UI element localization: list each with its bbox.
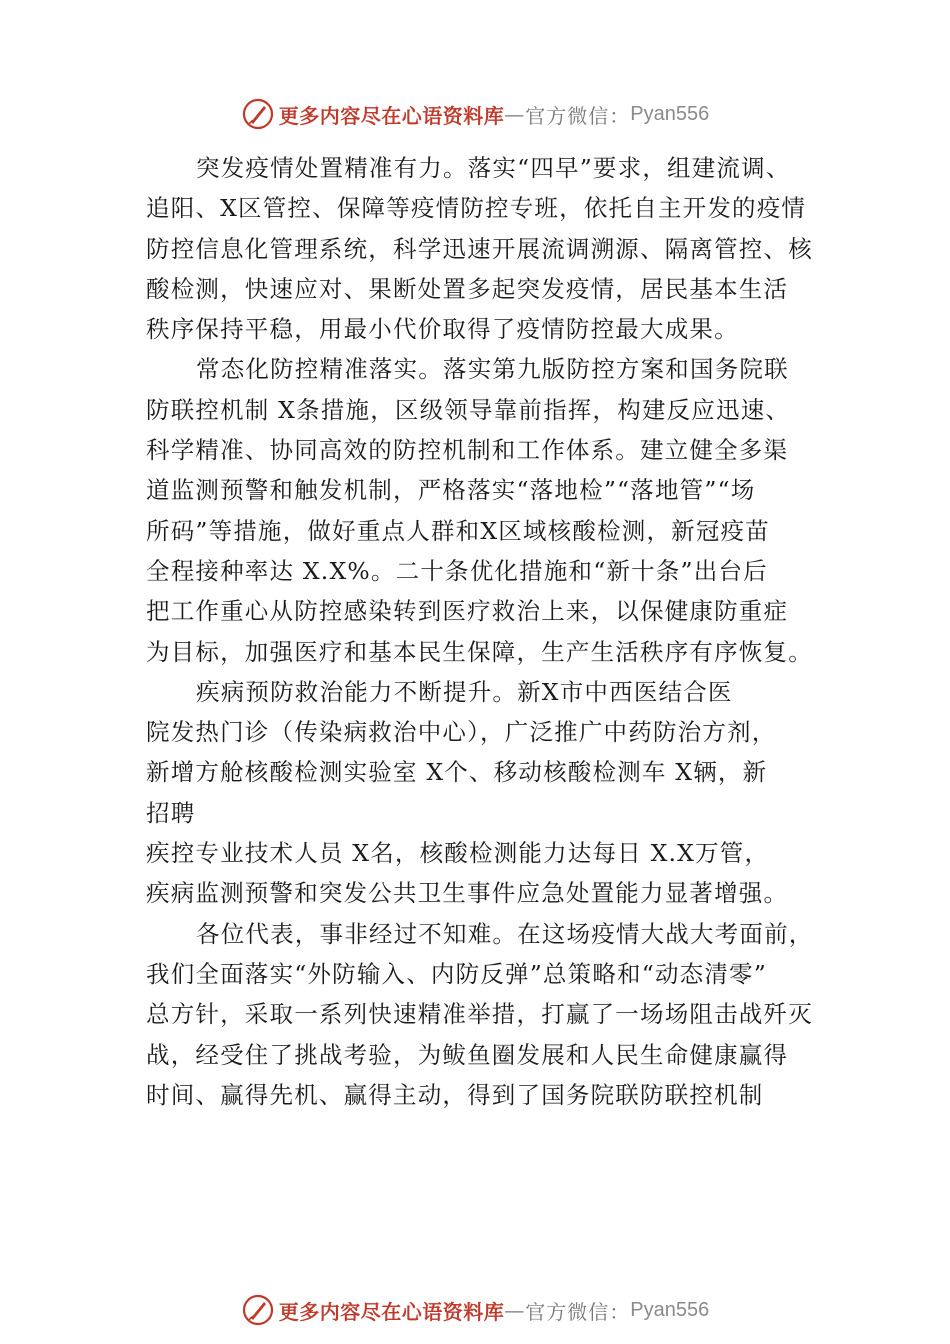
body-line: 疾病预防救治能力不断提升。新X市中西医结合医: [196, 677, 733, 706]
body-line: 疾病监测预警和突发公共卫生事件应急处置能力显著增强。: [146, 879, 789, 908]
body-line: 全程接种率达 X.X%。二十条优化措施和“新十条”出台后: [146, 556, 768, 585]
watermark-wechat-label: 官方微信：: [525, 103, 631, 128]
body-line: 突发疫情处置精准有力。落实“四早”要求，组建流调、: [196, 154, 791, 182]
watermark-brand: 更多内容尽在心语资料库: [278, 1299, 505, 1324]
watermark-brand: 更多内容尽在心语资料库: [278, 103, 505, 128]
body-line: 把工作重心从防控感染转到医疗救治上来，以保健康防重症: [146, 597, 789, 626]
body-line: 为目标，加强医疗和基本民生保障，生产生活秩序有序恢复。: [146, 637, 813, 666]
body-line: 防控信息化管理系统，科学迅速开展流调溯源、隔离管控、核: [146, 234, 813, 263]
watermark-wechat-label: 官方微信：: [525, 1299, 631, 1324]
body-line: 我们全面落实“外防输入、内防反弹”总策略和“动态清零”: [146, 959, 767, 988]
watermark-separator: —: [504, 102, 526, 126]
quill-seal-icon: [241, 97, 275, 131]
body-line: 秩序保持平稳，用最小代价取得了疫情防控最大成果。: [146, 315, 739, 344]
body-line: 时间、赢得先机、赢得主动，得到了国务院联防联控机制: [146, 1080, 764, 1109]
body-line: 道监测预警和触发机制，严格落实“落地检”“落地管”“场: [146, 476, 756, 505]
body-line: 酸检测，快速应对、果断处置多起突发疫情，居民基本生活: [146, 274, 789, 303]
body-line: 所码”等措施，做好重点人群和X区域核酸检测，新冠疫苗: [146, 516, 770, 545]
watermark-wechat-id: Pyan556: [630, 102, 710, 125]
watermark-separator: —: [504, 1298, 526, 1322]
body-line: 常态化防控精准落实。落实第九版防控方案和国务院联: [196, 355, 789, 384]
body-line: 院发热门诊（传染病救治中心），广泛推广中药防治方剂，: [146, 718, 777, 747]
watermark-header: [0, 94, 950, 134]
body-line: 疾控专业技术人员 X名，核酸检测能力达每日 X.X万管，: [146, 839, 770, 868]
body-line: 战，经受住了挑战考验，为鲅鱼圈发展和人民生命健康赢得: [146, 1040, 789, 1069]
watermark-wechat-id: Pyan556: [630, 1298, 710, 1321]
body-line: 总方针，采取一系列快速精准举措，打赢了一场场阻击战歼灭: [146, 1000, 813, 1029]
body-line: 各位代表，事非经过不知难。在这场疫情大战大考面前，: [196, 919, 814, 948]
quill-seal-icon: [241, 1293, 275, 1327]
body-line: 新增方舱核酸检测实验室 X个、移动核酸检测车 X辆，新: [146, 758, 768, 787]
watermark-footer: [0, 1290, 950, 1330]
body-line: 科学精准、协同高效的防控机制和工作体系。建立健全多渠: [146, 436, 789, 465]
document-body: [146, 148, 826, 1115]
body-line: 招聘: [146, 798, 196, 827]
body-line: 追阳、X区管控、保障等疫情防控专班，依托自主开发的疫情: [146, 194, 807, 223]
body-line: 防联控机制 X条措施，区级领导靠前指挥，构建反应迅速、: [146, 395, 791, 424]
